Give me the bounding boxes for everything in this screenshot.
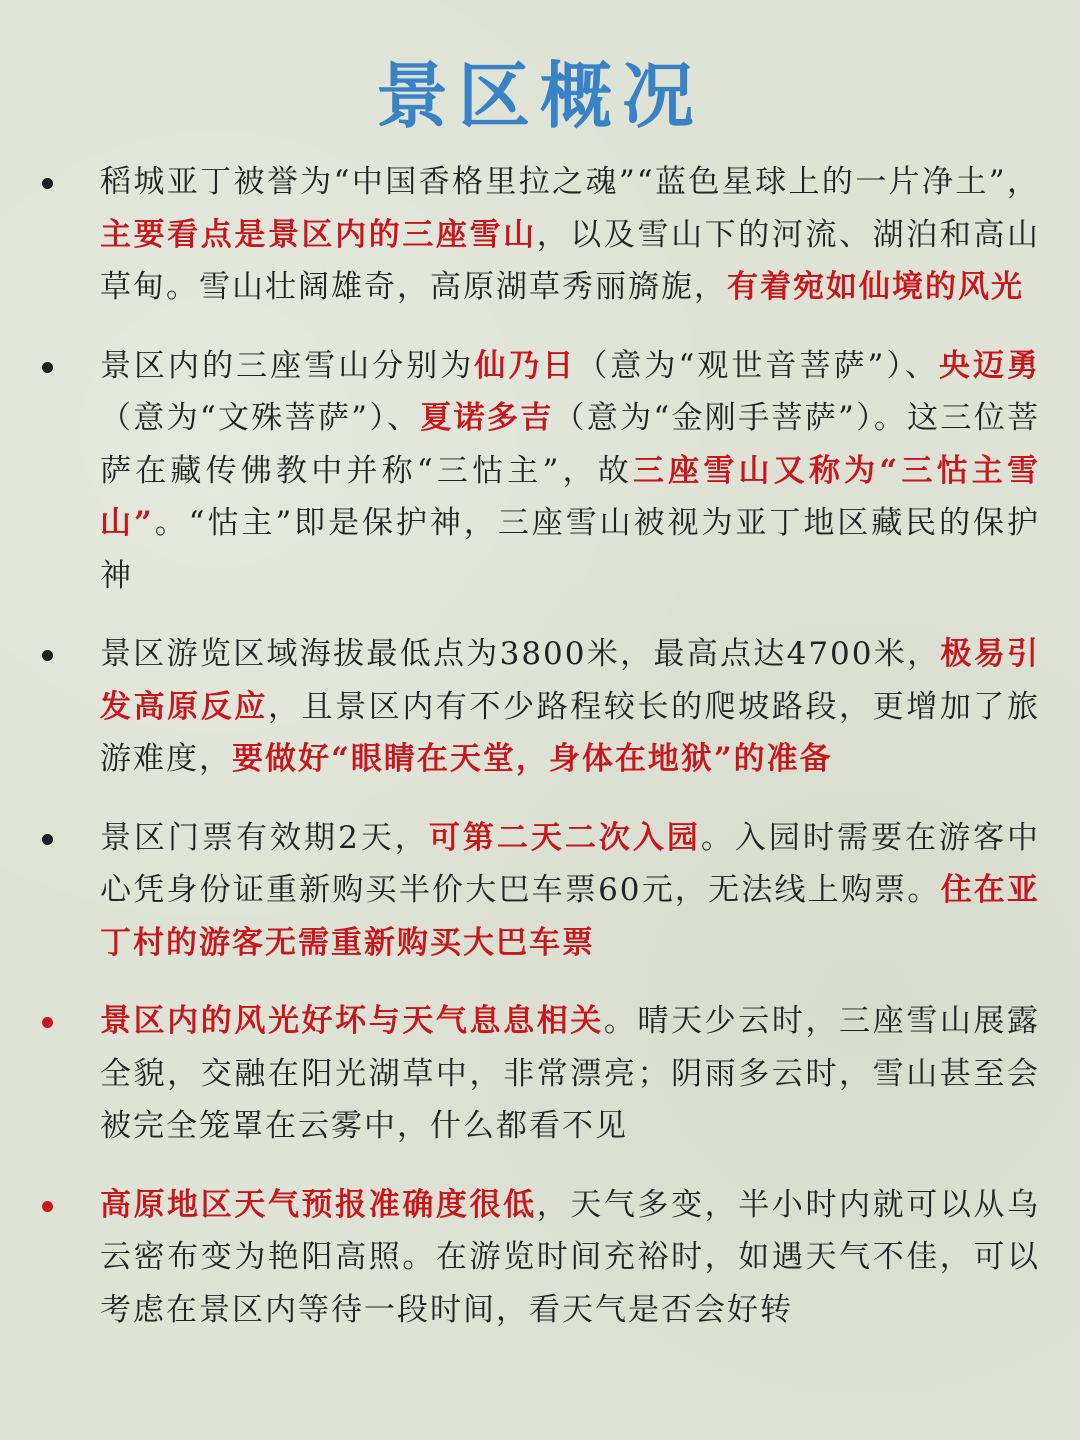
bullet-icon — [42, 1201, 53, 1212]
highlight-segment: 可第二天二次入园 — [428, 819, 701, 856]
highlight-segment: 极易引发高原反应 — [100, 636, 1040, 725]
text-segment: 景区门票有效期2天， — [100, 819, 429, 856]
item-text — [100, 1179, 1040, 1337]
item-text — [100, 156, 1040, 314]
text-segment: ，且景区内有不少路程较长的爬坡路段，更增加了旅游难度， — [100, 688, 1041, 777]
text-segment: 景区游览区域海拔最低点为3800米，最高点达4700米， — [100, 636, 941, 672]
list-item — [0, 995, 1080, 1153]
list-item — [0, 156, 1080, 314]
text-segment: （意为“观世音菩萨”）、 — [576, 347, 939, 384]
text-segment: 景区内的三座雪山分别为 — [100, 347, 475, 384]
item-text — [100, 340, 1040, 603]
highlight-segment: 要做好“眼睛在天堂，身体在地狱”的准备 — [232, 741, 833, 777]
page-title: 景区概况 — [375, 54, 704, 138]
text-segment: ，以及雪山下的河流、湖泊和高山草甸。雪山壮阔雄奇，高原湖草秀丽旖旎， — [100, 216, 1040, 305]
bullet-icon — [42, 362, 53, 373]
highlight-segment: 仙乃日 — [474, 347, 577, 384]
list-item — [0, 812, 1080, 970]
item-text — [100, 995, 1040, 1153]
item-text — [100, 812, 1040, 970]
text-segment: 。晴天少云时，三座雪山展露全貌，交融在阳光湖草中，非常漂亮；阴雨多云时，雪山甚至会被完全笼罩在云雾中，什么都看不见 — [100, 1003, 1041, 1144]
bullet-icon — [42, 650, 53, 661]
text-segment: （意为“文殊菩萨”）、 — [100, 400, 421, 436]
list-item — [0, 340, 1080, 603]
highlight-segment: 三座雪山又称为“三怙主雪山” — [100, 452, 1040, 541]
text-segment: ，天气多变，半小时内就可以从乌云密布变为艳阳高照。在游览时间充裕时，如遇天气不佳，可以考虑在景区内等待一段时间，看天气是否会好转 — [100, 1186, 1040, 1328]
highlight-segment: 夏诺多吉 — [420, 400, 554, 436]
highlight-segment: 央迈勇 — [938, 347, 1041, 384]
text-segment: 稻城亚丁被誉为“中国香格里拉之魂”“蓝色星球上的一片净土”， — [100, 164, 1040, 200]
highlight-segment: 有着宛如仙境的风光 — [727, 269, 1024, 305]
highlight-segment: 主要看点是景区内的三座雪山 — [100, 216, 537, 253]
text-segment: 。“怙主”即是保护神，三座雪山被视为亚丁地区藏民的保护神 — [100, 505, 1040, 594]
item-text — [100, 628, 1040, 786]
highlight-segment: 高原地区天气预报准确度很低 — [100, 1186, 537, 1223]
list-item — [0, 628, 1080, 786]
overview-list — [0, 156, 1080, 1336]
list-item — [0, 1179, 1080, 1337]
text-segment: （意为“金刚手菩萨”）。这三位菩萨在藏传佛教中并称“三怙主”，故 — [100, 400, 1041, 489]
bullet-icon — [42, 178, 53, 189]
bullet-icon — [42, 1017, 53, 1028]
text-segment: 。入园时需要在游客中心凭身份证重新购买半价大巴车票60元，无法线上购票。 — [100, 819, 1040, 908]
highlight-segment: 住在亚丁村的游客无需重新购买大巴车票 — [100, 872, 1041, 961]
highlight-segment: 景区内的风光好坏与天气息息相关 — [100, 1003, 604, 1039]
bullet-icon — [42, 834, 53, 845]
